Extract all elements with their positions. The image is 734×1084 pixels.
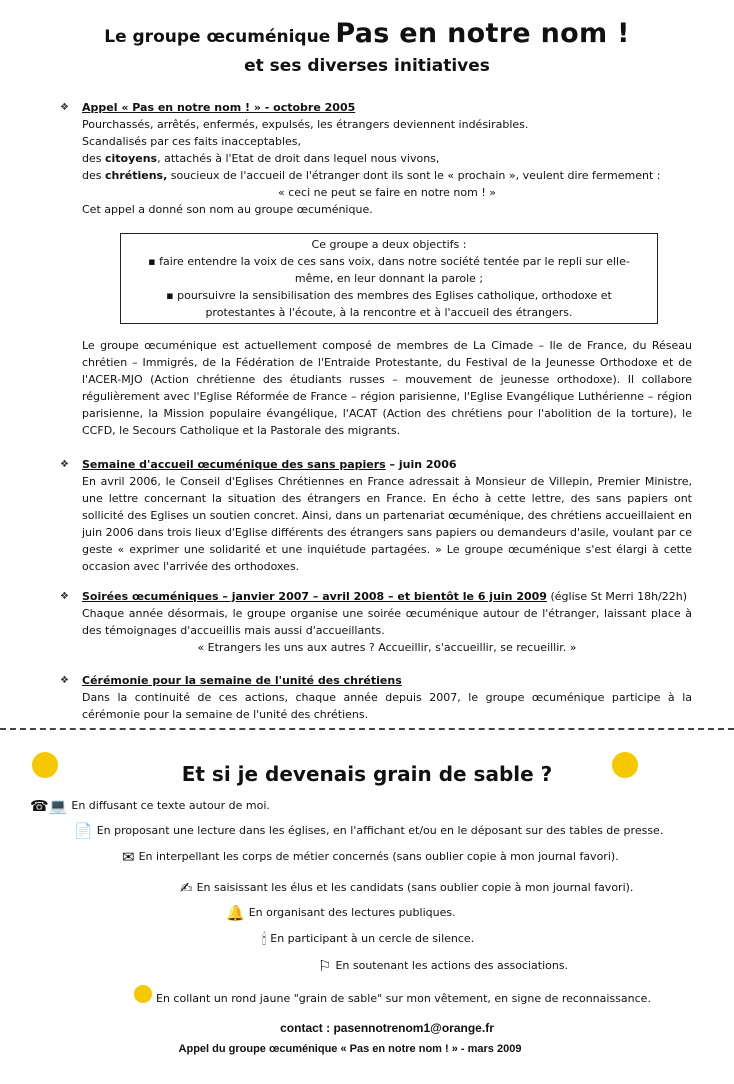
members-paragraph	[60, 337, 692, 439]
diamond-bullet-icon: ❖	[60, 459, 69, 470]
diamond-bullet-icon: ❖	[60, 675, 69, 686]
action-item	[262, 931, 474, 947]
objectives-heading: Ce groupe a deux objectifs :	[311, 238, 467, 251]
title-name: Pas en notre nom !	[335, 18, 630, 49]
appeal-line: Pourchassés, arrêtés, enfermés, expulsés, les étrangers deviennent indésirables.	[82, 118, 529, 131]
bell-icon: 🔔	[226, 904, 245, 922]
action-text: En diffusant ce texte autour de moi.	[71, 799, 270, 812]
section-evenings-body: Chaque année désormais, le groupe organise une soirée œcuménique autour de l'étranger, laissant place à des témoignages d'accueillis mais aussi d'accueillants.	[82, 607, 692, 637]
objectives-box	[120, 233, 658, 324]
citoyens-bold: citoyens	[104, 152, 158, 165]
objective-item	[127, 253, 651, 270]
yellow-dot-icon	[134, 985, 152, 1003]
section-welcome-heading: Semaine d'accueil œcuménique des sans papiers	[82, 458, 386, 471]
action-item	[122, 849, 619, 865]
objective-item-cont: protestantes à l'écoute, à la rencontre et à l'accueil des étrangers.	[205, 306, 573, 319]
appeal-line	[82, 167, 692, 184]
objective-item-cont: même, en leur donnant la parole ;	[294, 272, 484, 285]
text: poursuivre la sensibilisation des membres des Eglises catholique, orthodoxe et	[177, 289, 612, 302]
action-text: En collant un rond jaune "grain de sable" sur mon vêtement, en signe de reconnaissance.	[156, 992, 651, 1005]
action-item	[156, 991, 651, 1007]
members-text: Le groupe œcuménique est actuellement composé de membres de La Cimade – Ile de France, du Réseau chrétien – Immigrés, de la Fédération de l'Entraide Protestante, du Festival de la Jeunesse Orthodoxe et de l'ACER-MJO (Action chrétienne des étudiants russes – mouvement de jeunesse orthodoxe). Il collabore régulièrement avec l'Eglise Réformée de France – région parisienne, l'Eglise Evangélique Luthérienne – région parisienne, la Mission populaire évangélique, l'ACAT (Action des chrétiens pour l'abolition de la torture), le CCFD, le Secours Catholique et la Pastorale des migrants.	[82, 339, 692, 437]
page-subtitle: et ses diverses initiatives	[244, 56, 490, 76]
text: des	[82, 152, 102, 165]
section-unity-body: Dans la continuité de ces actions, chaque année depuis 2007, le groupe œcuménique participe à la cérémonie pour la semaine de l'unité des chrétiens.	[82, 691, 692, 721]
section-evenings-heading: Soirées œcuméniques – janvier 2007 – avril 2008 – et bientôt le 6 juin 2009	[82, 590, 547, 603]
action-item	[180, 880, 633, 896]
action-item	[226, 905, 456, 921]
text: , attachés à l'Etat de droit dans lequel nous vivons,	[157, 152, 440, 165]
bullet-icon: ▪	[148, 255, 160, 268]
section-heading-line	[82, 588, 692, 605]
section-appeal-heading: Appel « Pas en notre nom ! » - octobre 2005	[82, 101, 356, 114]
appeal-line: Scandalisés par ces faits inacceptables,	[82, 135, 302, 148]
grain-title: Et si je devenais grain de sable ?	[181, 762, 553, 786]
action-item	[74, 823, 663, 839]
evenings-quote: « Etrangers les uns aux autres ? Accueillir, s'accueillir, se recueillir. »	[197, 641, 577, 654]
action-text: En participant à un cercle de silence.	[270, 932, 475, 945]
action-item	[30, 798, 270, 814]
phone-computer-icon: ☎💻	[30, 797, 68, 815]
bullet-icon: ▪	[166, 289, 178, 302]
heading-tail: (église St Merri 18h/22h)	[546, 590, 688, 603]
appeal-line: Cet appel a donné son nom au groupe œcuménique.	[82, 203, 373, 216]
section-evenings	[60, 588, 692, 656]
footer-line: Appel du groupe œcuménique « Pas en notre nom ! » - mars 2009	[178, 1043, 522, 1055]
action-text: En interpellant les corps de métier concernés (sans oublier copie à mon journal favori).	[138, 850, 619, 863]
action-text: En organisant des lectures publiques.	[248, 906, 456, 919]
section-welcome-week	[60, 456, 692, 575]
text: faire entendre la voix de ces sans voix, dans notre société tentée par le repli sur elle-	[159, 255, 630, 268]
flag-icon: ⚐	[318, 957, 332, 975]
section-appeal	[60, 99, 692, 218]
contact-line: contact : pasennotrenom1@orange.fr	[280, 1021, 494, 1035]
text: des	[82, 169, 102, 182]
action-text: En saisissant les élus et les candidats (sans oublier copie à mon journal favori).	[196, 881, 634, 894]
appeal-line	[82, 150, 692, 167]
text: soucieux de l'accueil de l'étranger dont ils sont le « prochain », veulent dire fermement :	[170, 169, 661, 182]
action-item	[318, 958, 568, 974]
section-heading-line	[82, 456, 692, 473]
document-icon: 📄	[74, 822, 93, 840]
action-text: En proposant une lecture dans les églises, en l'affichant et/ou en le déposant sur des tables de presse.	[96, 824, 664, 837]
writing-hand-icon: ✍	[180, 879, 193, 897]
objective-item	[127, 287, 651, 304]
section-unity-heading: Cérémonie pour la semaine de l'unité des chrétiens	[82, 674, 402, 687]
title-prefix: Le groupe œcuménique	[104, 27, 331, 47]
diamond-bullet-icon: ❖	[60, 591, 69, 602]
diamond-bullet-icon: ❖	[60, 102, 69, 113]
section-unity	[60, 672, 692, 723]
dashed-divider	[0, 728, 734, 730]
section-welcome-body: En avril 2006, le Conseil d'Eglises Chrétiennes en France adressait à Monsieur de Villepin, Premier Ministre, une lettre concernant la situation des étrangers en France. En écho à cette lettre, des sans papiers ont sollicité des Eglises un soutien concret. Ainsi, dans un partenariat œcuménique, des chrétiens accueillaient en juin 2006 dans trois lieux d'Eglise différents des étrangers sans papiers ou demandeurs d'asile, voulant par ce geste « exprimer une solidarité et une inquiétude partagées. » Le groupe œcuménique s'est élargi à cette occasion avec l'arrivée des orthodoxes.	[82, 475, 692, 573]
envelope-icon: ✉	[122, 848, 135, 866]
page-title	[0, 18, 734, 49]
action-text: En soutenant les actions des associations.	[335, 959, 569, 972]
appeal-quote: « ceci ne peut se faire en notre nom ! »	[278, 186, 496, 199]
heading-tail: – juin 2006	[385, 458, 457, 471]
chretiens-bold: chrétiens,	[104, 169, 168, 182]
candle-icon: 🕯	[262, 930, 267, 948]
